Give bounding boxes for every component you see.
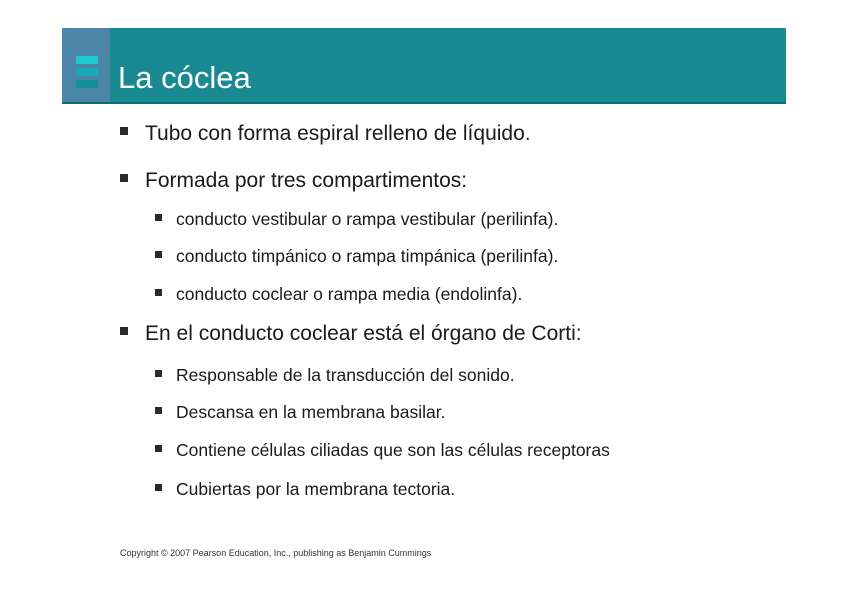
bullet-marker <box>155 251 162 258</box>
bullet-text: Contiene células ciliadas que son las células receptoras <box>176 440 610 460</box>
bullet-text: Responsable de la transducción del sonido. <box>176 365 515 385</box>
bullet-text: En el conducto coclear está el órgano de Corti: <box>145 322 582 345</box>
sub-bullet-item <box>155 246 558 266</box>
bullet-marker <box>120 174 128 182</box>
bullet-marker <box>120 327 128 335</box>
bullet-marker <box>155 289 162 296</box>
sub-bullet-item <box>155 440 610 460</box>
sub-bullet-item <box>155 284 522 304</box>
bullet-text: conducto vestibular o rampa vestibular (perilinfa). <box>176 209 559 229</box>
bullet-item <box>120 322 582 346</box>
bullet-text: conducto timpánico o rampa timpánica (perilinfa). <box>176 246 559 266</box>
copyright-footer: Copyright © 2007 Pearson Education, Inc., publishing as Benjamin Cummings <box>120 548 432 558</box>
sub-bullet-item <box>155 209 558 229</box>
bullet-marker <box>155 214 162 221</box>
bullet-item <box>120 122 531 146</box>
bullet-marker <box>155 484 162 491</box>
bullet-text: Tubo con forma espiral relleno de líquido. <box>145 122 531 145</box>
bullet-text: Descansa en la membrana basilar. <box>176 402 446 422</box>
bullet-text: conducto coclear o rampa media (endolinfa). <box>176 284 523 304</box>
slide-title: La cóclea <box>118 60 251 95</box>
sub-bullet-item <box>155 402 445 422</box>
bullet-text: Formada por tres compartimentos: <box>145 169 468 192</box>
bullet-marker <box>155 445 162 452</box>
sub-bullet-item <box>155 479 455 499</box>
sub-bullet-item <box>155 365 515 385</box>
bullet-marker <box>120 127 128 135</box>
bullet-marker <box>155 407 162 414</box>
bullet-text: Cubiertas por la membrana tectoria. <box>176 479 456 499</box>
bullet-item <box>120 169 467 193</box>
bullet-marker <box>155 370 162 377</box>
